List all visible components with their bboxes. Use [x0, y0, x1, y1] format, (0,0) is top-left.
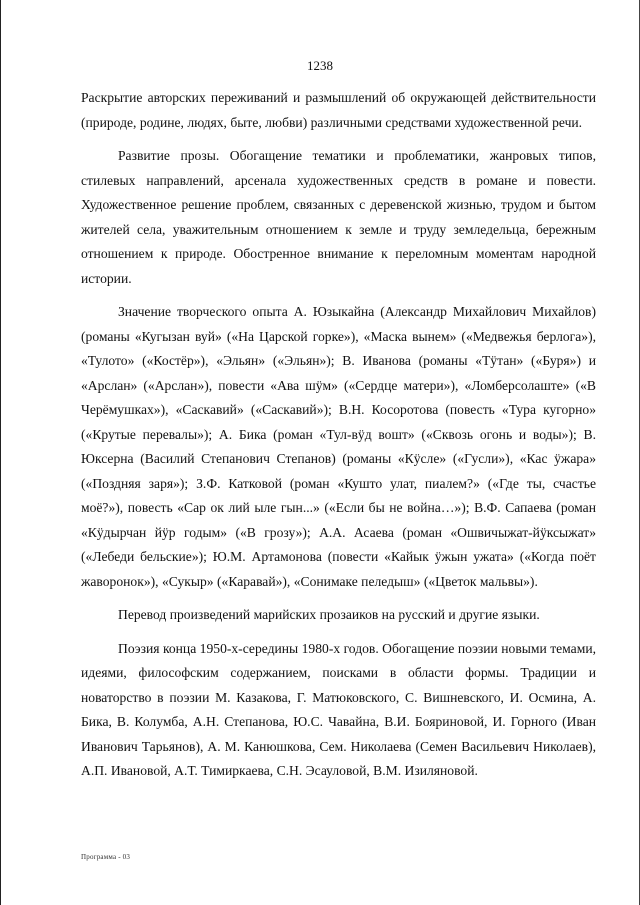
- paragraph: Значение творческого опыта А. Юзыкайна (Александр Михайлович Михайлов) (романы «Кугызан вуй» («На Царской горке»), «Маска вынем» («Медвежья берлога»), «Тулото» («Костёр»), «Эльян» («Эльян»); В. Иванова (романы «Тӱтан» («Буря») и «Арслан» («Арслан»), повести «Ава шӱм» («Сердце матери»), «Ломберсолаште» («В Черёмушках»), «Саскавий» («Саскавий»); В.Н. Косоротова (повесть «Тура кугорно» («Крутые перевалы»); А. Бика (роман «Тул-вӱд вошт» («Сквозь огонь и воды»); В. Юксерна (Василий Степанович Степанов) (романы «Кӱсле» («Гусли»), «Кас ӱжара» («Поздняя заря»); З.Ф. Катковой (роман «Кушто улат, пиалем?» («Где ты, счастье моё?»), повесть «Сар ок лий ыле гын...» («Если бы не война…»); В.Ф. Сапаева (роман «Кӱдырчан йӱр годым» («В грозу»); А.А. Асаева (роман «Ошвичыжат-йӱксыжат» («Лебеди бельские»); Ю.М. Артамонова (повести «Кайык ӱжын ужата» («Когда поёт жаворонок»), «Сукыр» («Каравай»), «Сонимаке пеледыш» («Цветок мальвы»).: [81, 304, 596, 589]
- paragraph: Перевод произведений марийских прозаиков на русский и другие языки.: [118, 607, 540, 622]
- page-footer: Программа - 03: [81, 853, 131, 861]
- paragraph: Раскрытие авторских переживаний и размышлений об окружающей действительности (природе, родине, людях, быте, любви) различными средствами художественной речи.: [81, 90, 596, 130]
- paragraph: Развитие прозы. Обогащение тематики и проблематики, жанровых типов, стилевых направлений, арсенала художественных средств в романе и повести. Художественное решение проблем, связанных с деревенской жизнью, трудом и бытом жителей села, уважительным отношением к земле и труду земледельца, бережным отношением к природе. Обостренное внимание к переломным моментам народной истории.: [81, 148, 596, 286]
- page-number: 1238: [307, 58, 333, 73]
- paragraph: Поэзия конца 1950-х-середины 1980-х годов. Обогащение поэзии новыми темами, идеями, философским содержанием, поисками в области формы. Традиции и новаторство в поэзии М. Казакова, Г. Матюковского, С. Вишневского, И. Осмина, А. Бика, В. Колумба, А.Н. Степанова, Ю.С. Чавайна, В.И. Бояриновой, И. Горного (Иван Иванович Тарьянов), А. М. Канюшкова, Сем. Николаева (Семен Васильевич Николаев), А.П. Ивановой, А.Т. Тимиркаева, С.Н. Эсауловой, В.М. Изиляновой.: [81, 640, 596, 778]
- document-body: [81, 86, 596, 793]
